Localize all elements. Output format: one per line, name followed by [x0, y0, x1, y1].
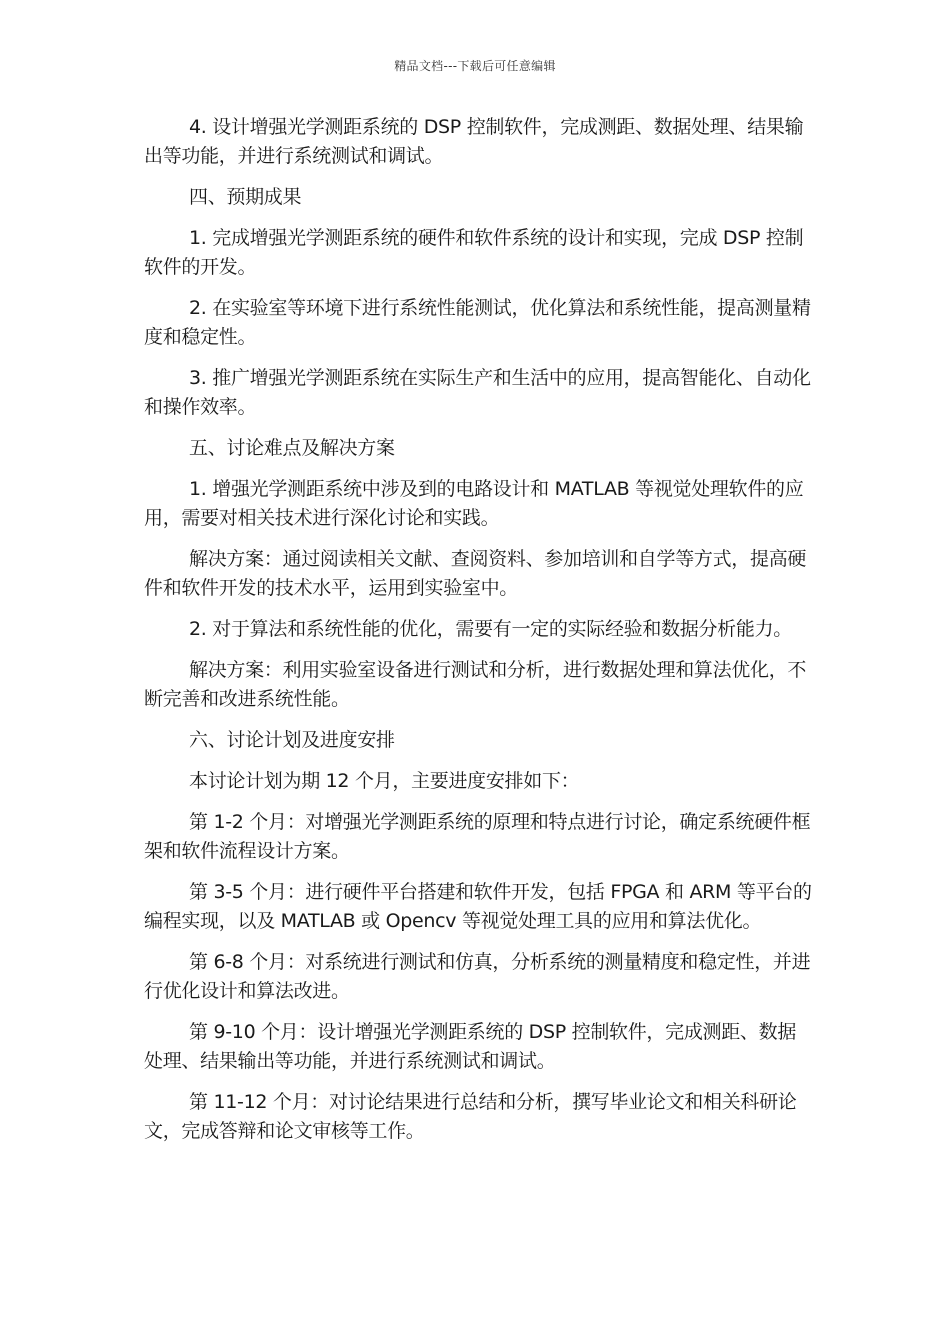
schedule-item-months-6-8: 第 6-8 个月：对系统进行测试和仿真，分析系统的测量精度和稳定性，并进行优化设计和算法改进。 [144, 951, 811, 1002]
schedule-item-months-11-12: 第 11-12 个月：对讨论结果进行总结和分析，撰写毕业论文和相关科研论文，完成答辩和论文审核等工作。 [144, 1091, 797, 1142]
paragraph-item-4: 4. 设计增强光学测距系统的 DSP 控制软件，完成测距、数据处理、结果输出等功能，并进行系统测试和调试。 [144, 116, 804, 167]
section-heading-difficulties: 五、讨论难点及解决方案 [189, 437, 395, 459]
result-item-3: 3. 推广增强光学测距系统在实际生产和生活中的应用，提高智能化、自动化和操作效率。 [144, 367, 811, 418]
schedule-item-months-3-5: 第 3-5 个月：进行硬件平台搭建和软件开发，包括 FPGA 和 ARM 等平台的编程实现，以及 MATLAB 或 Opencv 等视觉处理工具的应用和算法优化。 [144, 881, 812, 932]
difficulty-item-1: 1. 增强光学测距系统中涉及到的电路设计和 MATLAB 等视觉处理软件的应用，需要对相关技术进行深化讨论和实践。 [144, 478, 804, 529]
result-item-2: 2. 在实验室等环境下进行系统性能测试，优化算法和系统性能，提高测量精度和稳定性。 [144, 297, 811, 348]
section-heading-expected-results: 四、预期成果 [189, 186, 302, 208]
page-header: 精品文档---下载后可任意编辑 [394, 59, 556, 73]
result-item-1: 1. 完成增强光学测距系统的硬件和软件系统的设计和实现，完成 DSP 控制软件的开发。 [144, 227, 804, 278]
solution-item-2: 解决方案：利用实验室设备进行测试和分析，进行数据处理和算法优化，不断完善和改进系统性能。 [144, 659, 807, 710]
document-body [144, 113, 812, 1158]
schedule-intro: 本讨论计划为期 12 个月，主要进度安排如下： [189, 770, 580, 792]
solution-item-1: 解决方案：通过阅读相关文献、查阅资料、参加培训和自学等方式，提高硬件和软件开发的技术水平，运用到实验室中。 [144, 548, 807, 599]
schedule-item-months-9-10: 第 9-10 个月：设计增强光学测距系统的 DSP 控制软件，完成测距、数据处理、结果输出等功能，并进行系统测试和调试。 [144, 1021, 797, 1072]
difficulty-item-2: 2. 对于算法和系统性能的优化，需要有一定的实际经验和数据分析能力。 [189, 618, 792, 640]
section-heading-schedule: 六、讨论计划及进度安排 [189, 729, 395, 751]
schedule-item-months-1-2: 第 1-2 个月：对增强光学测距系统的原理和特点进行讨论，确定系统硬件框架和软件流程设计方案。 [144, 811, 811, 862]
